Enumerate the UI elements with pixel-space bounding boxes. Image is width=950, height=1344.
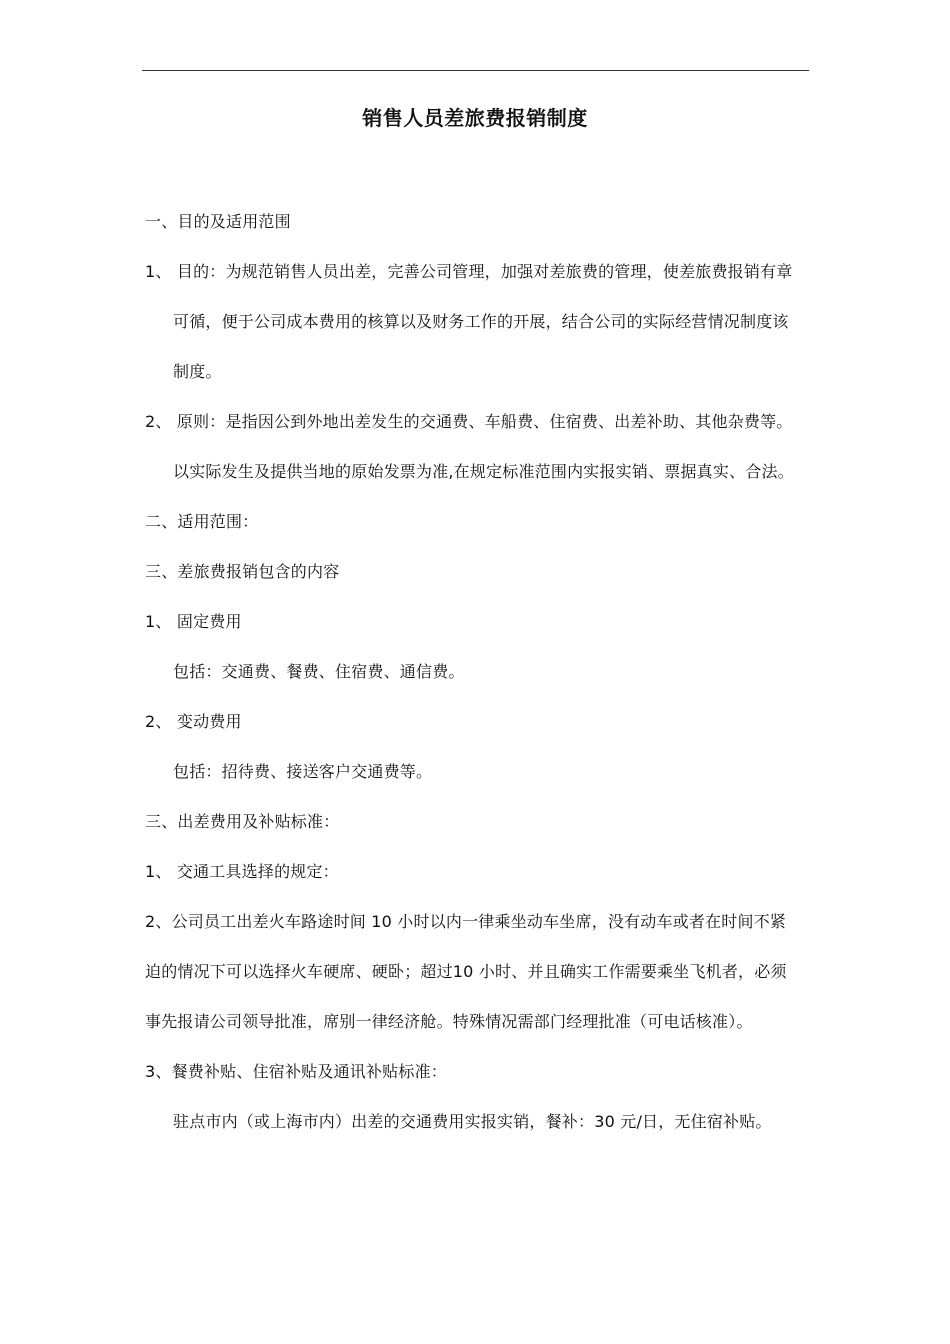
fixed-costs-heading: 1、 固定费用 [145,612,242,631]
document-title: 销售人员差旅费报销制度 [362,106,588,130]
section-heading-applicable-scope: 二、适用范围： [145,512,259,531]
principle-paragraph-line-2: 以实际发生及提供当地的原始发票为准,在规定标准范围内实报实销、票据真实、合法。 [173,462,794,481]
fixed-costs-detail: 包括：交通费、餐费、住宿费、通信费。 [173,662,465,681]
train-rules-line-1: 2、公司员工出差火车路途时间 10 小时以内一律乘坐动车坐席，没有动车或者在时间不紧 [145,912,787,931]
purpose-paragraph-line-2: 可循，便于公司成本费用的核算以及财务工作的开展，结合公司的实际经营情况制度该 [173,312,789,331]
principle-paragraph-line-1: 2、 原则：是指因公到外地出差发生的交通费、车船费、住宿费、出差补助、其他杂费等。 [145,412,793,431]
purpose-paragraph-line-1: 1、 目的：为规范销售人员出差，完善公司管理，加强对差旅费的管理，使差旅费报销有章 [145,262,793,281]
section-heading-allowance-standards: 三、出差费用及补贴标准： [145,812,340,831]
section-heading-reimbursement-content: 三、差旅费报销包含的内容 [145,562,340,581]
allowance-standards-heading: 3、餐费补贴、住宿补贴及通讯补贴标准： [145,1062,447,1081]
train-rules-line-3: 事先报请公司领导批准，席别一律经济舱。特殊情况需部门经理批准（可电话核准）。 [145,1012,753,1031]
header-rule [142,70,809,71]
purpose-paragraph-line-3: 制度。 [173,362,222,381]
variable-costs-heading: 2、 变动费用 [145,712,242,731]
transport-rules-heading: 1、 交通工具选择的规定： [145,862,339,881]
train-rules-line-2: 迫的情况下可以选择火车硬席、硬卧；超过10 小时、并且确实工作需要乘坐飞机者，必须 [145,962,787,981]
variable-costs-detail: 包括：招待费、接送客户交通费等。 [173,762,433,781]
section-heading-purpose-scope: 一、目的及适用范围 [145,212,291,231]
local-travel-allowance-detail: 驻点市内（或上海市内）出差的交通费用实报实销，餐补：30 元/日，无住宿补贴。 [173,1112,772,1131]
